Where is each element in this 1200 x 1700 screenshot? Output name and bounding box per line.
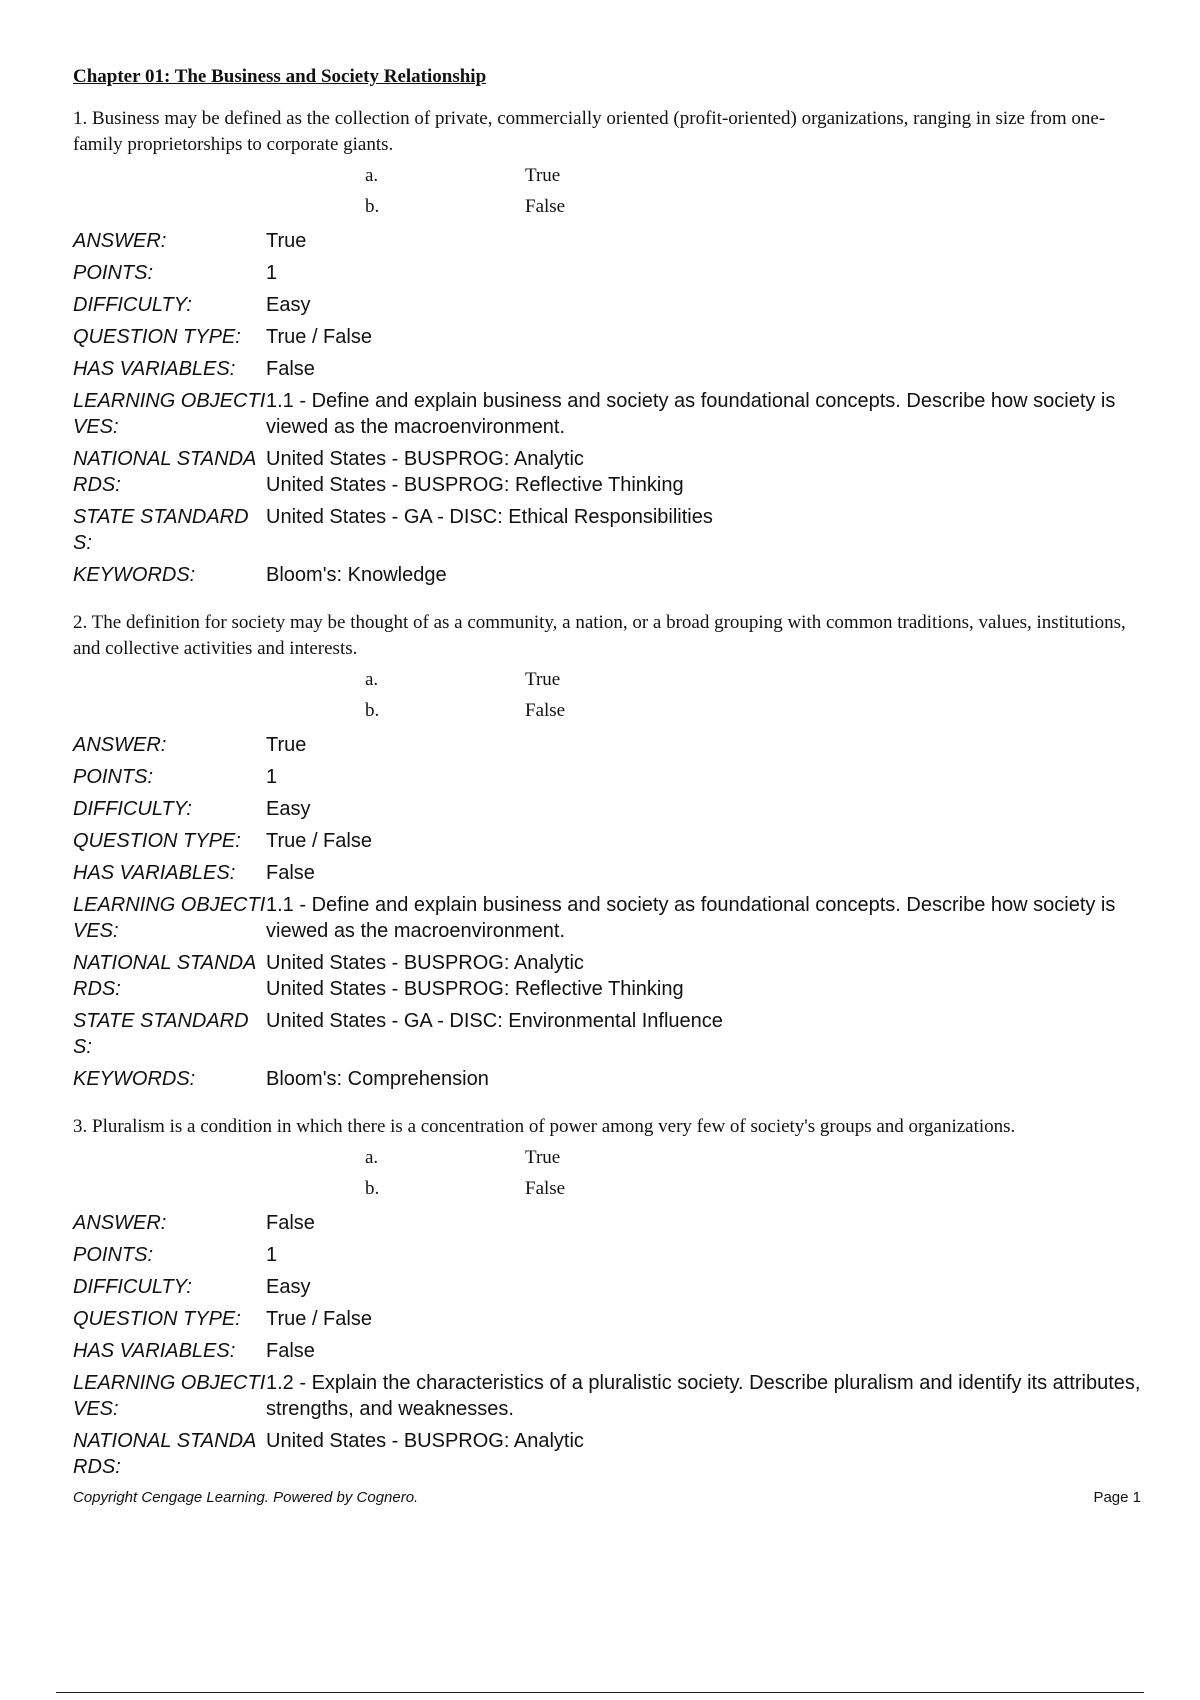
metadata-row xyxy=(73,1066,1145,1092)
metadata-value: False xyxy=(266,1340,315,1362)
metadata-value: Easy xyxy=(266,1276,311,1298)
metadata-row xyxy=(73,1210,1145,1236)
metadata-row xyxy=(73,228,1145,254)
metadata-row xyxy=(73,446,1145,498)
metadata-value: True xyxy=(266,734,307,756)
answer-choices xyxy=(73,1142,1145,1204)
question-list xyxy=(73,106,1145,1480)
metadata-label: ANSWER: xyxy=(73,734,167,756)
metadata-label: POINTS: xyxy=(73,766,154,788)
answer-choice xyxy=(73,1142,1145,1173)
choice-label: False xyxy=(525,699,566,721)
answer-choice xyxy=(73,664,1145,695)
metadata-label: DIFFICULTY: xyxy=(73,1276,192,1298)
chapter-title: Chapter 01: The Business and Society Relationship xyxy=(73,66,487,87)
metadata-row xyxy=(73,732,1145,758)
metadata-value: Easy xyxy=(266,294,311,316)
choice-letter: b. xyxy=(365,195,380,217)
metadata-value: 1 xyxy=(266,1244,278,1266)
question-block xyxy=(73,610,1145,1092)
metadata-label: HAS VARIABLES: xyxy=(73,862,236,884)
page-divider xyxy=(56,1692,1144,1693)
metadata-row xyxy=(73,860,1145,886)
copyright-text: Copyright Cengage Learning. Powered by Cognero. xyxy=(73,1489,419,1506)
metadata-row xyxy=(73,796,1145,822)
metadata-row xyxy=(73,324,1145,350)
question-text: 1. Business may be defined as the collection of private, commercially oriented (profit-oriented) organizations, ranging in size from one-family proprietorships to corporate giants. xyxy=(73,108,1106,155)
metadata-value: United States - BUSPROG: Analytic xyxy=(266,1430,584,1452)
metadata-label: DIFFICULTY: xyxy=(73,798,192,820)
metadata-value: 1 xyxy=(266,262,278,284)
metadata-row xyxy=(73,1008,1145,1060)
metadata-value: 1.1 - Define and explain business and society as foundational concepts. Describe how society is viewed as the macroenvironment. xyxy=(266,894,1116,942)
metadata-label: POINTS: xyxy=(73,1244,154,1266)
metadata-value: Bloom's: Knowledge xyxy=(266,564,447,586)
metadata-value: Bloom's: Comprehension xyxy=(266,1068,489,1090)
metadata-row xyxy=(73,828,1145,854)
metadata-row xyxy=(73,1242,1145,1268)
choice-label: True xyxy=(525,1146,561,1168)
metadata-value: 1.1 - Define and explain business and society as foundational concepts. Describe how society is viewed as the macroenvironment. xyxy=(266,390,1116,438)
metadata-label: NATIONAL STANDARDS: xyxy=(73,1430,257,1478)
metadata-row xyxy=(73,1370,1145,1422)
metadata-label: KEYWORDS: xyxy=(73,1068,196,1090)
metadata-label: STATE STANDARDS: xyxy=(73,506,249,554)
question-block xyxy=(73,1114,1145,1480)
metadata-row xyxy=(73,1306,1145,1332)
metadata-value: False xyxy=(266,862,315,884)
choice-label: True xyxy=(525,668,561,690)
page-footer xyxy=(73,1489,1141,1506)
metadata-value: False xyxy=(266,358,315,380)
metadata-row xyxy=(73,388,1145,440)
metadata-row xyxy=(73,950,1145,1002)
choice-letter: b. xyxy=(365,699,380,721)
metadata-label: STATE STANDARDS: xyxy=(73,1010,249,1058)
metadata-value: United States - GA - DISC: Environmental Influence xyxy=(266,1010,723,1032)
choice-letter: b. xyxy=(365,1177,380,1199)
metadata-value: 1.2 - Explain the characteristics of a pluralistic society. Describe pluralism and identify its attributes, strengths, and weaknesses. xyxy=(266,1372,1141,1420)
metadata-value: United States - GA - DISC: Ethical Responsibilities xyxy=(266,506,713,528)
answer-choice xyxy=(73,160,1145,191)
metadata-value: True xyxy=(266,230,307,252)
question-text: 3. Pluralism is a condition in which there is a concentration of power among very few of society's groups and organizations. xyxy=(73,1116,1016,1137)
answer-choices xyxy=(73,160,1145,222)
answer-choice xyxy=(73,695,1145,726)
choice-letter: a. xyxy=(365,668,379,690)
metadata-row xyxy=(73,1338,1145,1364)
metadata-label: QUESTION TYPE: xyxy=(73,326,241,348)
metadata-row xyxy=(73,504,1145,556)
metadata-value: True / False xyxy=(266,1308,372,1330)
metadata-row xyxy=(73,1274,1145,1300)
metadata-label: HAS VARIABLES: xyxy=(73,358,236,380)
metadata-row xyxy=(73,292,1145,318)
choice-label: True xyxy=(525,164,561,186)
metadata-label: QUESTION TYPE: xyxy=(73,1308,241,1330)
metadata-label: LEARNING OBJECTIVES: xyxy=(73,894,266,942)
choice-letter: a. xyxy=(365,1146,379,1168)
metadata-value: True / False xyxy=(266,326,372,348)
metadata-label: ANSWER: xyxy=(73,1212,167,1234)
metadata-value: United States - BUSPROG: Analytic United States - BUSPROG: Reflective Thinking xyxy=(266,952,684,1000)
question-text: 2. The definition for society may be thought of as a community, a nation, or a broad grouping with common traditions, values, institutions, and collective activities and interests. xyxy=(73,612,1126,659)
metadata-row xyxy=(73,764,1145,790)
metadata-label: KEYWORDS: xyxy=(73,564,196,586)
metadata-label: DIFFICULTY: xyxy=(73,294,192,316)
answer-choice xyxy=(73,1173,1145,1204)
choice-letter: a. xyxy=(365,164,379,186)
metadata-row xyxy=(73,892,1145,944)
document-page xyxy=(73,66,1145,1502)
metadata-row xyxy=(73,562,1145,588)
metadata-row xyxy=(73,1428,1145,1480)
page-number: Page 1 xyxy=(1093,1489,1141,1506)
metadata-label: ANSWER: xyxy=(73,230,167,252)
answer-choices xyxy=(73,664,1145,726)
metadata-row xyxy=(73,260,1145,286)
metadata-row xyxy=(73,356,1145,382)
answer-choice xyxy=(73,191,1145,222)
metadata-value: 1 xyxy=(266,766,278,788)
metadata-label: NATIONAL STANDARDS: xyxy=(73,448,257,496)
choice-label: False xyxy=(525,1177,566,1199)
metadata-label: HAS VARIABLES: xyxy=(73,1340,236,1362)
metadata-value: False xyxy=(266,1212,315,1234)
metadata-label: NATIONAL STANDARDS: xyxy=(73,952,257,1000)
metadata-label: POINTS: xyxy=(73,262,154,284)
metadata-label: LEARNING OBJECTIVES: xyxy=(73,390,266,438)
metadata-value: True / False xyxy=(266,830,372,852)
metadata-label: LEARNING OBJECTIVES: xyxy=(73,1372,266,1420)
metadata-label: QUESTION TYPE: xyxy=(73,830,241,852)
metadata-value: United States - BUSPROG: Analytic United States - BUSPROG: Reflective Thinking xyxy=(266,448,684,496)
question-block xyxy=(73,106,1145,588)
choice-label: False xyxy=(525,195,566,217)
metadata-value: Easy xyxy=(266,798,311,820)
